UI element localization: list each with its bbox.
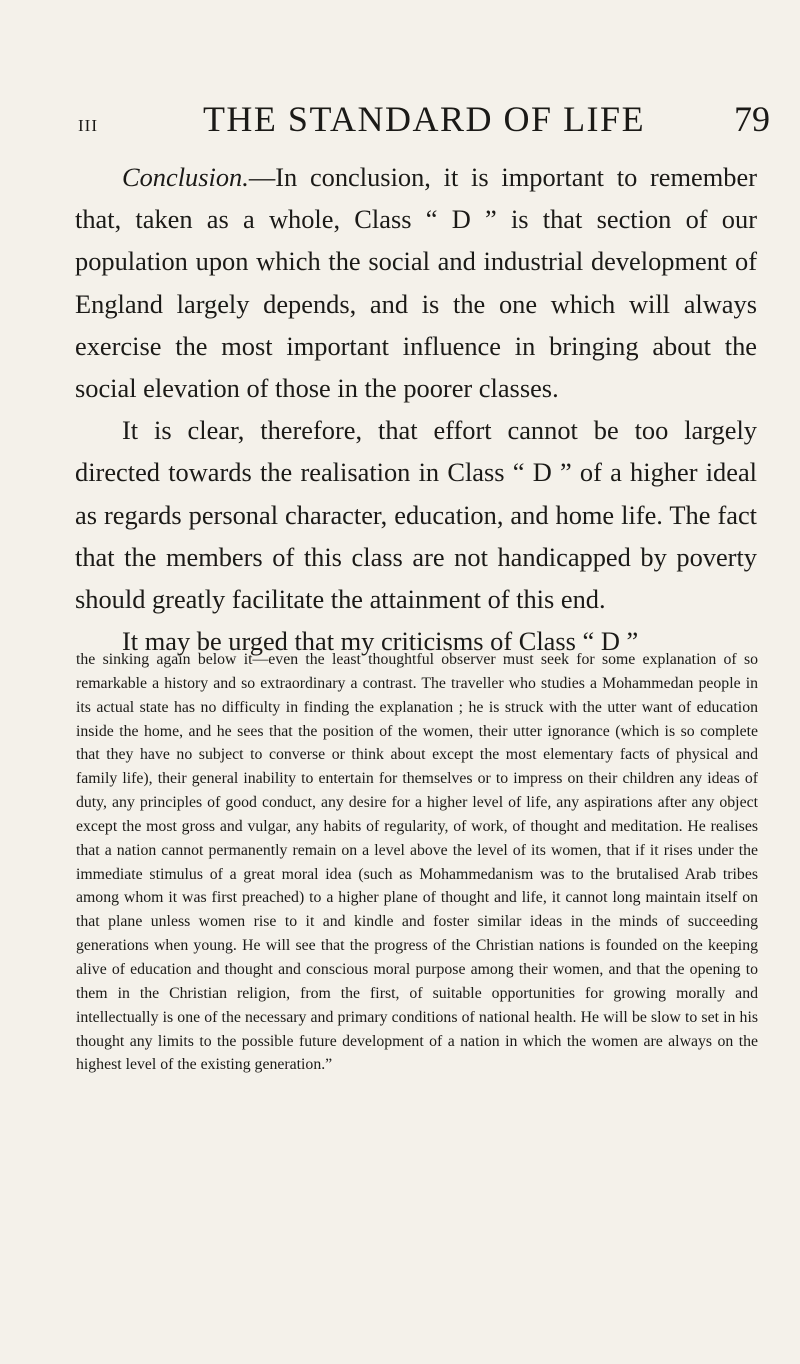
- section-label: Conclusion.: [122, 162, 249, 192]
- conclusion-text: —In conclusion, it is important to remember that, taken as a whole, Class “ D ” is that section of our population upon which the social and industrial development of England largely depends, and is the one which will always exercise the most important influence in bringing about the social elevation of those in the poorer classes.: [75, 162, 757, 404]
- chapter-number: III: [78, 116, 98, 135]
- page-number: 79: [734, 99, 770, 139]
- main-text: [75, 156, 757, 662]
- conclusion-paragraph: [75, 156, 757, 409]
- paragraph-criticisms: It may be urged that my criticisms of Class “ D ”: [122, 626, 639, 657]
- paragraph-effort: It is clear, therefore, that effort cannot be too largely directed towards the realisation in Class “ D ” of a higher ideal as regards personal character, education, and home life. The fact that the members of this class are not handicapped by poverty should greatly facilitate the attainment of this end.: [75, 415, 757, 615]
- page-header: [78, 98, 770, 148]
- running-title: THE STANDARD OF LIFE: [202, 99, 646, 139]
- footnote-quotation: the sinking again below it—even the least thoughtful observer must seek for some explanation of so remarkable a history and so extraordinary a contrast. The traveller who studies a Mohammedan people in its actual state has no difficulty in finding the explanation ; he is struck with the utter want of education inside the home, and he sees that the position of the women, their utter ignorance (which is so complete that they have no subject to converse or think about except the most elementary facts of physical and family life), their general inability to entertain for themselves or to impress on their children any ideas of duty, any principles of good conduct, any desire for a higher level of life, any aspirations after any object except the most gross and vulgar, any habits of regularity, of work, of thought and meditation. He realises that a nation cannot permanently remain on a level above the level of its women, that if it rises under the immediate stimulus of a great moral idea (such as Mohammedanism was to the brutalised Arab tribes among whom it was first preached) to a higher plane of thought and life, it cannot long maintain itself on that plane unless women rise to it and kindle and foster similar ideas in the minds of succeeding generations when young. He will see that the progress of the Christian nations is founded on the keeping alive of education and thought and conscious moral purpose among their women, and that the opening to them in the Christian religion, from the first, of suitable opportunities for growing morally and intellectually is one of the necessary and primary conditions of national health. He will be slow to set in his thought any limits to the possible future development of a nation in which the women are always on the highest level of the existing generation.”: [76, 651, 758, 1074]
